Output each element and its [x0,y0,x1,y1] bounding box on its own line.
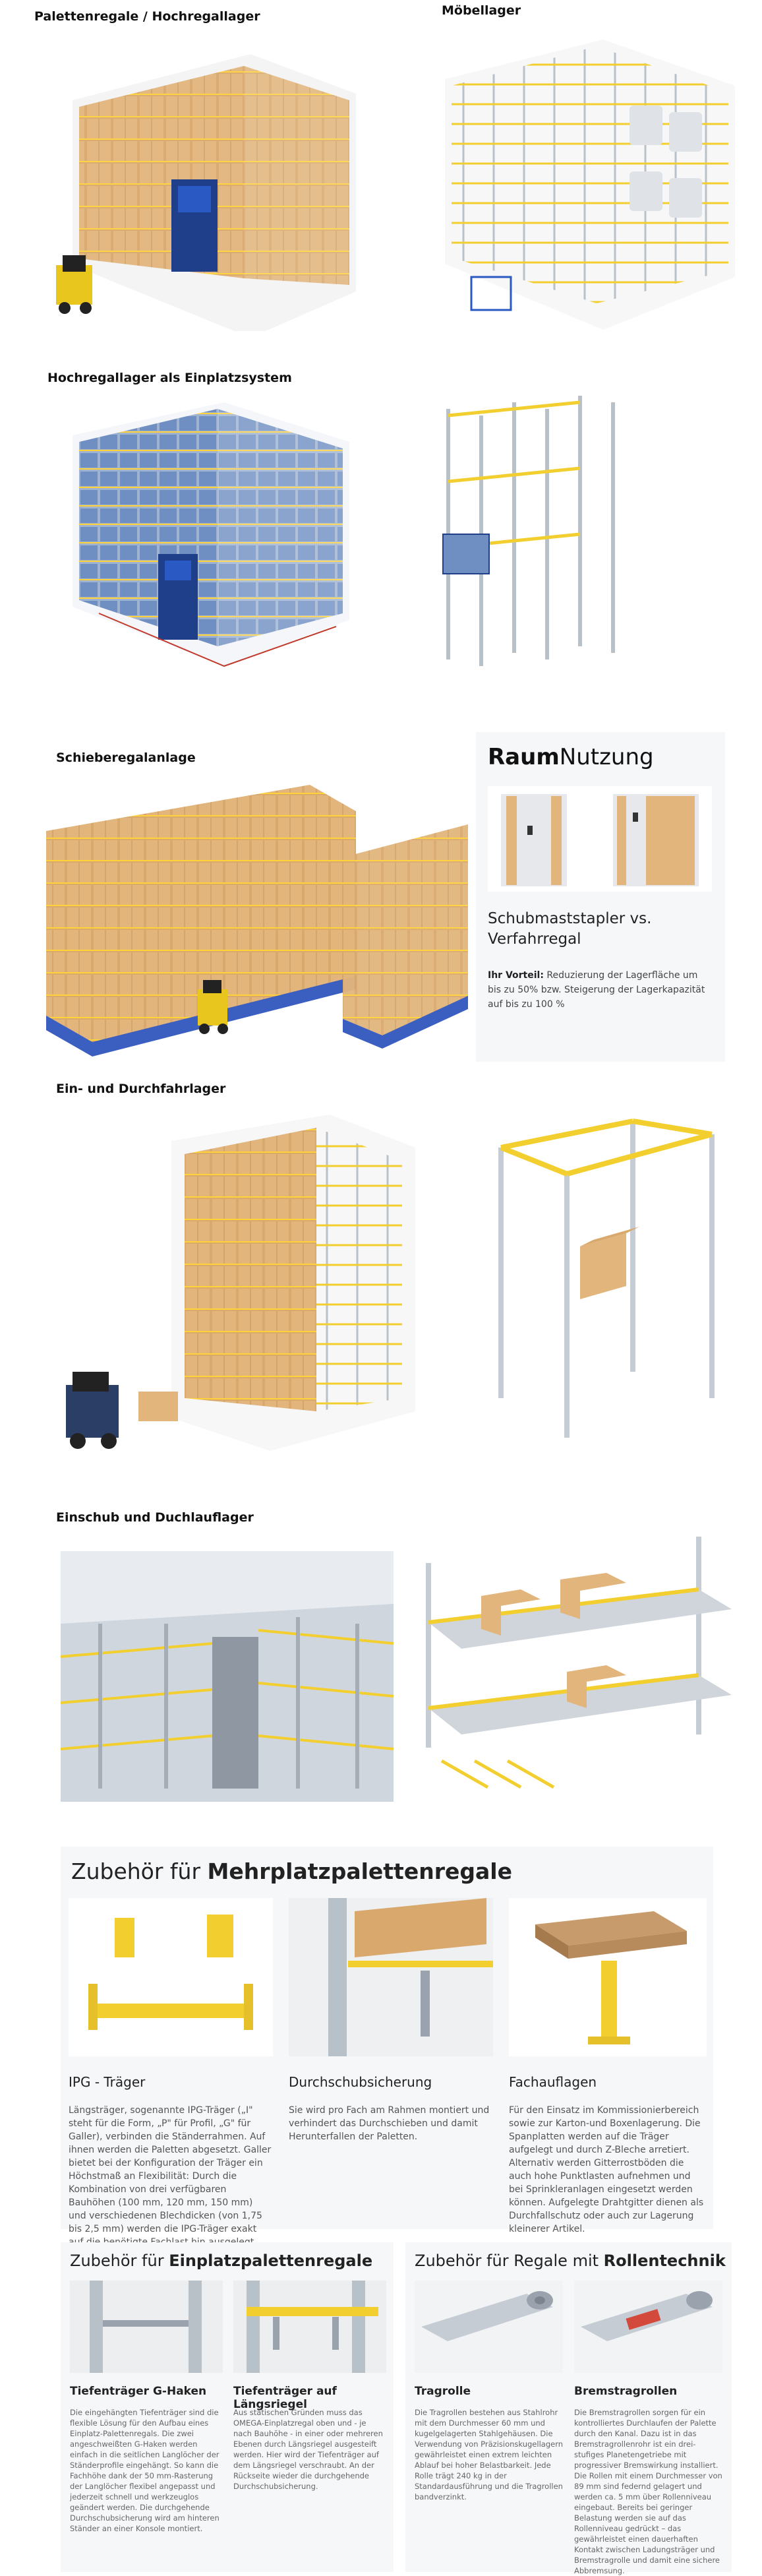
section-title-einschub: Einschub und Duchlauflager [56,1510,254,1525]
g-haken-desc: Die eingehängten Tiefenträger sind die flexible Lösung für den Aufbau eines Einplatz-Palettenregals. Die zwei angeschweißten G-Haken werden einfach in die seitlichen Langlöcher der Ständerprofile eingehängt. So kann die Fachhöhe dank der 50 mm-Rasterung der Langlöcher flexibel angepasst und jederzeit schnell und werkzeuglos geändert werden. Die durchgehende Durchschubsicherung wird am hinteren Ständer an einer Konsole montiert. [70,2408,220,2533]
section-title-durchfahr: Ein- und Durchfahrlager [56,1082,226,1096]
mehrplatz-heading-bold: Mehrplatzpalettenregale [207,1858,512,1884]
fachauflagen-image [509,1898,707,2056]
laengsriegel-desc: Aus statischen Gründen muss das OMEGA-Einplatzregal oben und - je nach Bauhöhe - in einer oder mehreren Ebenen durch Längsriegel ausgesteift werden. Hier wird der Tiefenträger auf dem Längsriegel verschraubt. An der Rückseite wieder die durchgehende Durchschubsicherung. [233,2408,383,2491]
tragrolle-title: Tragrolle [415,2385,471,2398]
einplatz-heading [70,2252,372,2270]
tragrolle-image [415,2281,563,2373]
bremstragrolle-image [574,2281,722,2373]
rollen-heading-bold: Rollentechnik [603,2252,726,2270]
einplatz-accessories-card [61,2242,394,2572]
raumnutzung-brand [488,744,654,770]
mehrplatz-accessories-card [61,1847,713,2234]
single-place-rack-illustration [59,396,363,673]
ipg-title: IPG - Träger [69,2074,146,2090]
raumnutzung-card [476,732,725,1062]
raumnutzung-advantage [488,968,712,1012]
advantage-label: Ihr Vorteil: [488,970,544,981]
fachauflagen-title: Fachauflagen [509,2074,597,2090]
ipg-beam-image [69,1898,273,2056]
comparison-diagram [488,786,712,892]
laengsriegel-image [233,2281,386,2373]
laengsriegel-title: Tiefenträger auf Längsriegel [233,2385,337,2411]
durchschub-image [289,1898,493,2056]
bremstragrolle-title: Bremstragrollen [574,2385,678,2398]
section-title-moebellager: Möbellager [442,3,521,18]
section-title-schiebe: Schieberegalanlage [56,751,196,765]
pallet-rack-illustration [33,28,363,331]
mehrplatz-heading [71,1858,512,1884]
rollen-heading [415,2252,726,2270]
rollen-heading-light: Zubehör für Regale mit [415,2252,604,2270]
section-title-einplatz: Hochregallager als Einplatzsystem [47,371,292,385]
single-place-frame-illustration [435,396,653,679]
durchschub-title: Durchschubsicherung [289,2074,432,2090]
drive-in-frame-illustration [481,1108,732,1451]
einplatz-heading-light: Zubehör für [70,2252,169,2270]
durchschub-desc: Sie wird pro Fach am Rahmen montiert und verhindert das Durchschieben und damit Herunterfallen der Paletten. [289,2105,490,2142]
ipg-desc: Längsträger, sogenannte IPG-Träger („I" steht für die Form, „P" für Profil, „G" für Galler), verbinden die Ständerrahmen. Auf ihnen werden die Paletten abgesetzt. Galler bietet bei der Konfiguration der Träger ein Höchstmaß an Flexibilität: Durch die Kombination von drei verfügbaren Bauhöhen (100 mm, 120 mm, 150 mm) und verschiedenen Blechdicken (von 1,75 bis 2,5 mm) werden die IPG-Träger exakt [69,2105,272,2234]
g-haken-title: Tiefenträger G-Haken [70,2385,207,2398]
flow-rack-illustration [409,1510,738,1814]
bremstragrolle-desc: Die Bremstragrollen sorgen für ein kontrolliertes Durchlaufen der Palette durch den Kanal. Dazu ist in das Bremstragrollenrohr ist ein drei- stufiges Planetengetriebe mit progressiver Bremswirkung installiert. Die Rollen mit einem Durchmesser von 89 mm sind federnd gelagert und werden ca. 5 mm über Rollenniveau eingebaut. Bereits bei geringer Belastung werden sie auf das Rollenniveau gedrückt – das gewährleistet einen dauerhaften Kontakt zwischen Ladungsträger und Bremstragrolle und damit eine sichere Abbremsung. [574,2408,722,2575]
g-haken-image [70,2281,223,2373]
brand-bold: Raum [488,744,560,770]
brand-light: Nutzung [559,744,654,770]
mehrplatz-heading-light: Zubehör für [71,1858,208,1884]
advantage-text: Reduzierung der Lagerfläche um bis zu 50% bzw. Steigerung der Lagerkapazität auf bis zu 100 % [488,970,705,1010]
drive-in-rack-illustration [53,1108,428,1477]
fachauflagen-desc: Für den Einsatz im Kommissionierbereich sowie zur Karton-und Boxenlagerung. Die Spanplatten werden auf die Träger aufgelegt und durch Z-Bleche arretiert. Alternativ werden Gitterrostböden die auch hohe Punktlasten aufnehmen und bei Sprinkleranlagen eingesetzt werden können. Aufgelegte Drahtgitter dienen als Durchfallschutz oder auch zur Lagerung kleinerer Artikel. [509,2105,704,2234]
rollen-accessories-card [405,2242,732,2575]
warehouse-photo [61,1551,394,1802]
einplatz-heading-bold: Einplatzpalettenregale [169,2252,373,2270]
raumnutzung-subtitle: Schubmaststapler vs. Verfahrregal [488,910,652,948]
tragrolle-desc: Die Tragrollen bestehen aus Stahlrohr mit dem Durchmesser 60 mm und kugelgelagerten Stahlgehäusen. Die Verwendung von Präzisionskugellagern gewährleistet einen extrem leichten Ablauf bei hoher Belastbarkeit. Jede Rolle trägt 240 kg in der Standardausführung und die Tragrollen bandverzinkt. [415,2408,564,2501]
mobile-rack-illustration [40,772,475,1062]
section-title-palettenregale: Palettenregale / Hochregallager [34,9,260,24]
furniture-rack-illustration [432,26,742,336]
